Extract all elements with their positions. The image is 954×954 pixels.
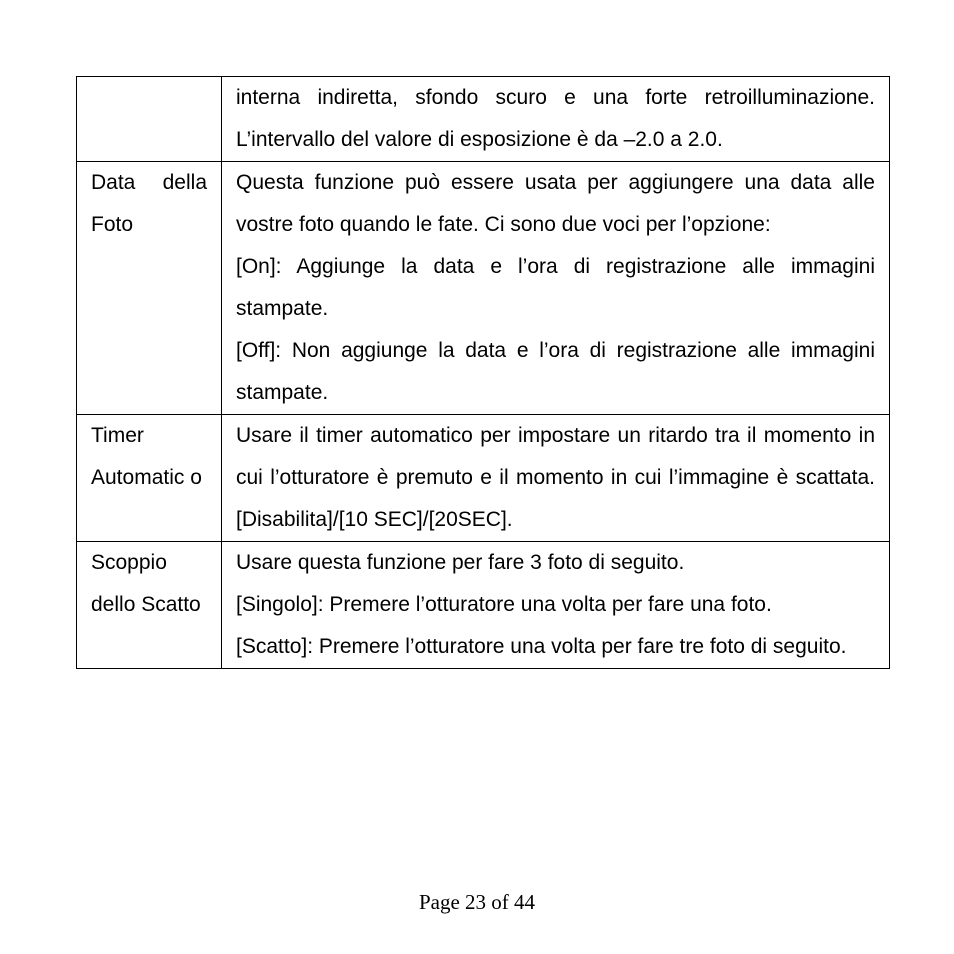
table-row [77,542,890,669]
description-paragraph: Usare il timer automatico per impostare un ritardo tra il momento in cui l’otturatore è premuto e il momento in cui l’immagine è scattata. [Disabilita]/[10 SEC]/[20SEC]. [236,424,875,531]
option-burst-paragraph: [Scatto]: Premere l’otturatore una volta per fare tre foto di seguito. [236,635,847,658]
setting-description-cell [222,415,890,542]
setting-name-cell: Timer Automatic o [77,415,222,542]
setting-description-cell [222,542,890,669]
settings-table [76,76,890,669]
table-row [77,77,890,162]
description-paragraph: interna indiretta, sfondo scuro e una forte retroilluminazione. L’intervallo del valore di esposizione è da –2.0 a 2.0. [236,86,875,151]
table-row [77,415,890,542]
description-paragraph: Questa funzione può essere usata per aggiungere una data alle vostre foto quando le fate. Ci sono due voci per l’opzione: [236,171,875,236]
setting-name-cell: Data della Foto [77,162,222,415]
option-on-paragraph: [On]: Aggiunge la data e l’ora di registrazione alle immagini stampate. [236,255,875,320]
setting-name-cell: Scoppio dello Scatto [77,542,222,669]
setting-name-cell [77,77,222,162]
option-off-paragraph: [Off]: Non aggiunge la data e l’ora di registrazione alle immagini stampate. [236,339,875,404]
option-single-paragraph: [Singolo]: Premere l’otturatore una volta per fare una foto. [236,593,772,616]
page-number: Page 23 of 44 [418,890,536,914]
table-row [77,162,890,415]
description-paragraph: Usare questa funzione per fare 3 foto di seguito. [236,551,685,574]
setting-description-cell [222,77,890,162]
setting-description-cell [222,162,890,415]
